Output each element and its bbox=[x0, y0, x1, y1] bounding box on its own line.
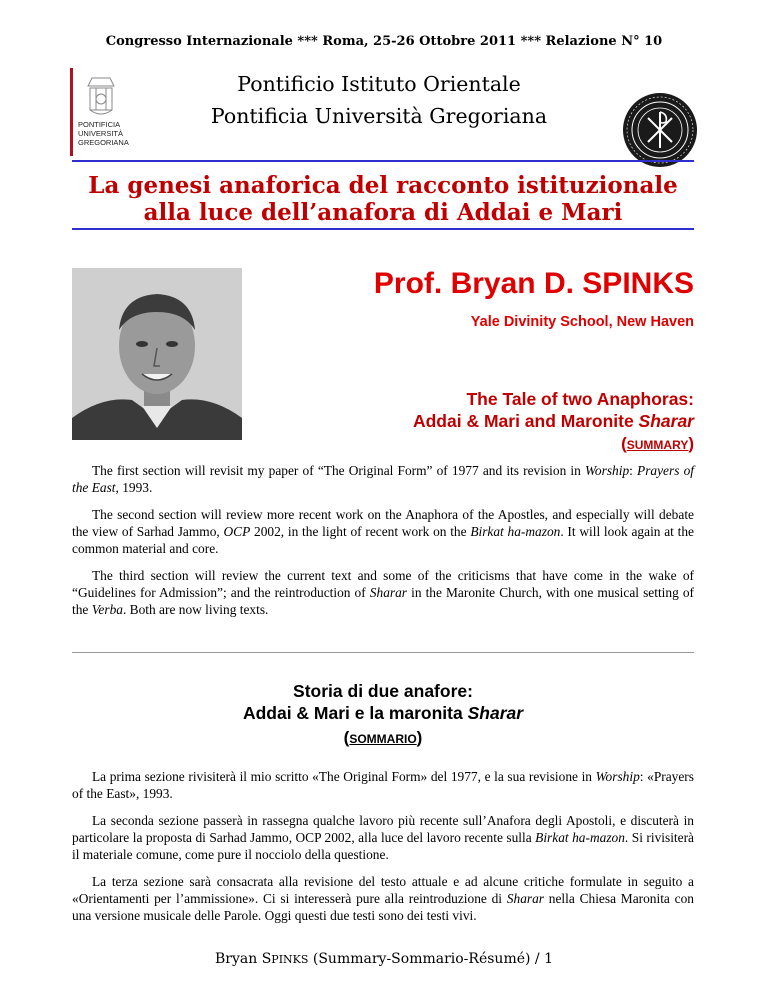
italic-text: Worship bbox=[585, 463, 630, 478]
summary-label: (SUMMARY) bbox=[621, 434, 694, 453]
italian-title-line-2 bbox=[72, 702, 694, 724]
italic-text: OCP bbox=[223, 524, 251, 539]
logo-text-line: UNIVERSITÀ bbox=[78, 129, 124, 138]
title-italic: Sharar bbox=[467, 703, 524, 723]
author-name: Prof. Bryan D. SPINKS bbox=[373, 267, 694, 300]
author-photo bbox=[72, 268, 242, 440]
english-paragraph-2 bbox=[72, 506, 694, 557]
text: 2002, in the light of recent work on the bbox=[250, 524, 471, 539]
text: La seconda sezione passerà in rassegna qualche lavoro più recente sull’Anafora degli Apostoli, e discuterà in particolare la proposta di Sarhad Jammo, OCP 2002, alla luce del lavoro recente sulla bbox=[72, 813, 694, 845]
page-footer bbox=[0, 951, 768, 967]
text: The third section will review the current text and some of the criticisms that have come in the wake of “Guidelines for Admission”; and the reintroduction of bbox=[72, 568, 694, 600]
english-paragraph-3 bbox=[72, 567, 694, 618]
english-title bbox=[413, 388, 694, 456]
italic-text: Prayers of the East bbox=[72, 463, 694, 495]
conference-title bbox=[72, 172, 694, 226]
italian-title bbox=[72, 680, 694, 750]
italic-text: Sharar bbox=[369, 585, 408, 600]
logo-text-line: PONTIFICIA bbox=[78, 120, 121, 129]
english-title-line-1: The Tale of two Anaphoras: bbox=[466, 389, 694, 409]
title-italic: Sharar bbox=[638, 411, 694, 431]
text: : bbox=[629, 463, 638, 478]
text: . Both are now living texts. bbox=[122, 602, 269, 617]
italian-paragraph-3 bbox=[72, 873, 694, 924]
text: nella Chiesa Maronita con una versione musicale delle Parole. Oggi questi due testi sono dei testi vivi. bbox=[72, 891, 694, 923]
text: La prima sezione rivisiterà il mio scritto «The Original Form» del 1977, e la sua revisione in bbox=[92, 769, 596, 784]
italic-text: Birkat ha-mazon bbox=[535, 830, 625, 845]
sommario-label: (SOMMARIO) bbox=[343, 728, 423, 747]
english-title-line-2 bbox=[413, 410, 694, 432]
footer-text: (Summary-Sommario-Résumé) / 1 bbox=[308, 951, 553, 967]
italian-title-line-1: Storia di due anafore: bbox=[293, 681, 473, 701]
author-affiliation: Yale Divinity School, New Haven bbox=[470, 314, 694, 330]
italic-text: Sharar bbox=[506, 891, 545, 906]
congress-header: Congresso Internazionale *** Roma, 25-26 Ottobre 2011 *** Relazione N° 10 bbox=[105, 34, 663, 49]
footer-text: Bryan S bbox=[215, 951, 272, 967]
text: : «Prayers of the East», 1993. bbox=[72, 769, 694, 801]
gregoriana-logo bbox=[70, 68, 132, 156]
sommario-word: SOMMARIO bbox=[349, 732, 417, 746]
section-divider bbox=[72, 652, 694, 653]
title-line-1: La genesi anaforica del racconto istituzionale bbox=[88, 172, 678, 199]
text: La terza sezione sarà consacrata alla revisione del testo attuale e ad alcune critiche formulate in seguito a «Orientamenti per l’ammissione». Ci si interesserà pure alla reintroduzione di bbox=[72, 874, 694, 906]
institution-1: Pontificio Istituto Orientale bbox=[237, 72, 521, 96]
footer-smallcaps: PINKS bbox=[271, 953, 309, 966]
summary-word: SUMMARY bbox=[626, 438, 689, 452]
pio-seal-logo bbox=[622, 92, 698, 168]
title-rule-bottom bbox=[72, 228, 694, 230]
italic-text: Verba bbox=[91, 602, 123, 617]
text: The second section will review more recent work on the Anaphora of the Apostles, and especially will debate the view of Sarhad Jammo, bbox=[72, 507, 694, 539]
text: . Si rivisiterà il materiale comune, come pure il nocciolo della questione. bbox=[72, 830, 694, 862]
text: , 1993. bbox=[115, 480, 153, 495]
title-text: Addai & Mari e la maronita bbox=[242, 703, 468, 723]
title-rule-top bbox=[72, 160, 694, 162]
italic-text: Worship bbox=[595, 769, 640, 784]
title-line-2: alla luce dell’anafora di Addai e Mari bbox=[143, 199, 623, 226]
text: . It will look again at the common material and core. bbox=[72, 524, 694, 556]
text: The first section will revisit my paper of “The Original Form” of 1977 and its revision in bbox=[92, 463, 585, 478]
institution-2: Pontificia Università Gregoriana bbox=[210, 104, 548, 128]
title-text: Addai & Mari and Maronite bbox=[412, 411, 639, 431]
italian-paragraph-1 bbox=[72, 768, 694, 802]
italian-paragraph-2 bbox=[72, 812, 694, 863]
italic-text: Birkat ha-mazon bbox=[470, 524, 561, 539]
logo-text-line: GREGORIANA bbox=[78, 138, 129, 147]
english-paragraph-1 bbox=[72, 462, 694, 496]
text: in the Maronite Church, with one musical setting of the bbox=[72, 585, 695, 617]
